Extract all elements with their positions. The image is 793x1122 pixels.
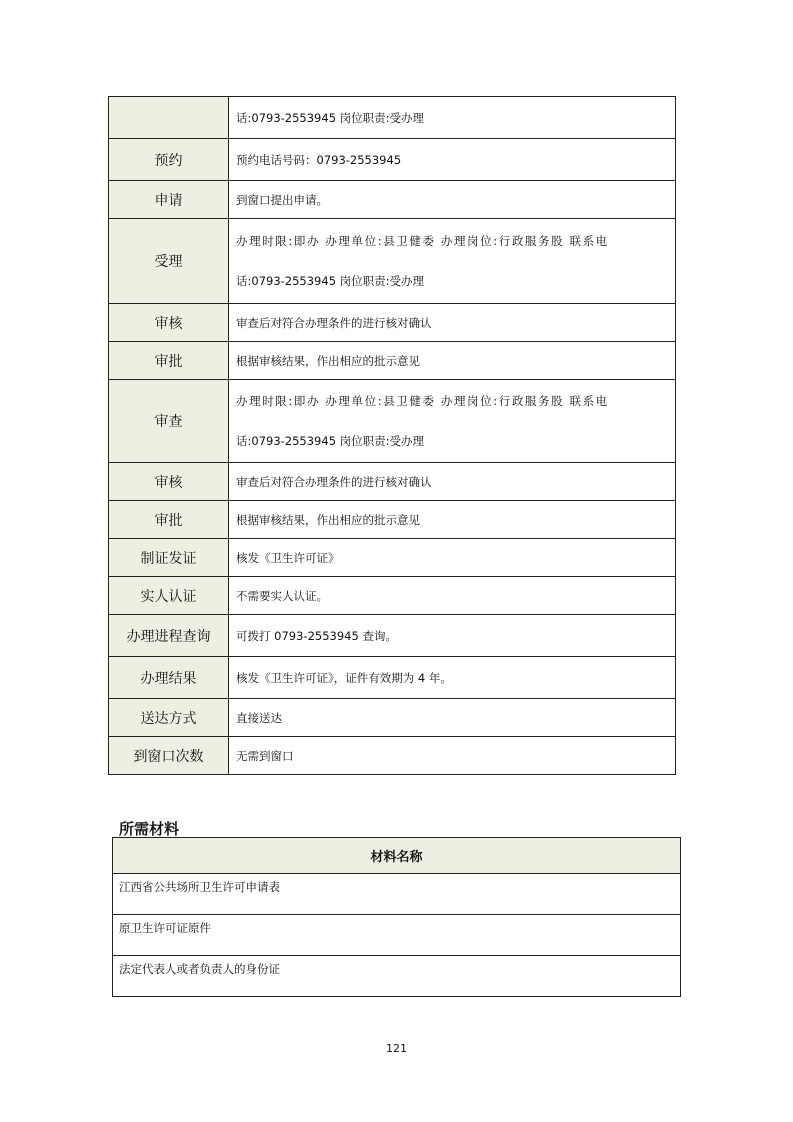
process-table — [108, 96, 676, 775]
row-content: 根据审核结果，作出相应的批示意见 — [229, 342, 676, 380]
row-label — [109, 97, 229, 139]
page-number: 121 — [386, 1042, 407, 1055]
row-content: 到窗口提出申请。 — [229, 181, 676, 219]
row-content — [229, 380, 676, 463]
row-label: 制证发证 — [109, 539, 229, 577]
row-label: 审批 — [109, 342, 229, 380]
table-row — [109, 380, 676, 463]
row-label: 审核 — [109, 304, 229, 342]
row-label: 办理结果 — [109, 657, 229, 699]
table-row — [109, 539, 676, 577]
table-row — [109, 219, 676, 304]
row-label: 审核 — [109, 463, 229, 501]
row-content — [229, 97, 676, 139]
row-content: 预约电话号码：0793-2553945 — [229, 139, 676, 181]
content-line: 话:0793-2553945 岗位职责:受办理 — [236, 274, 425, 288]
row-content: 直接送达 — [229, 699, 676, 737]
row-label: 审批 — [109, 501, 229, 539]
row-label: 预约 — [109, 139, 229, 181]
row-label: 实人认证 — [109, 577, 229, 615]
table-row — [109, 342, 676, 380]
materials-heading: 所需材料 — [119, 820, 180, 838]
content-line: 话:0793-2553945 岗位职责:受办理 — [236, 110, 425, 125]
row-content: 根据审核结果，作出相应的批示意见 — [229, 501, 676, 539]
row-content: 审查后对符合办理条件的进行核对确认 — [229, 304, 676, 342]
row-content: 核发《卫生许可证》，证件有效期为 4 年。 — [229, 657, 676, 699]
row-content: 不需要实人认证。 — [229, 577, 676, 615]
material-item: 江西省公共场所卫生许可申请表 — [113, 874, 681, 915]
row-label: 申请 — [109, 181, 229, 219]
table-row — [109, 737, 676, 775]
content-line: 话:0793-2553945 岗位职责:受办理 — [236, 434, 425, 448]
table-row — [109, 615, 676, 657]
table-row — [109, 304, 676, 342]
row-content: 可拨打 0793-2553945 查询。 — [229, 615, 676, 657]
row-content — [229, 219, 676, 304]
table-row — [109, 181, 676, 219]
content-line: 办理时限:即办 办理单位:县卫健委 办理岗位:行政服务股 联系电 — [236, 394, 609, 408]
materials-table — [112, 837, 681, 997]
table-row — [109, 577, 676, 615]
row-label: 办理进程查询 — [109, 615, 229, 657]
table-row — [109, 699, 676, 737]
table-row — [113, 874, 681, 915]
row-content: 核发《卫生许可证》 — [229, 539, 676, 577]
table-row — [109, 97, 676, 139]
row-content: 审查后对符合办理条件的进行核对确认 — [229, 463, 676, 501]
row-label: 受理 — [109, 219, 229, 304]
material-item: 原卫生许可证原件 — [113, 915, 681, 956]
table-header-row — [113, 838, 681, 874]
row-content: 无需到窗口 — [229, 737, 676, 775]
table-row — [109, 139, 676, 181]
column-header: 材料名称 — [113, 838, 681, 874]
content-line: 办理时限:即办 办理单位:县卫健委 办理岗位:行政服务股 联系电 — [236, 234, 609, 248]
material-item: 法定代表人或者负责人的身份证 — [113, 956, 681, 997]
row-label: 审查 — [109, 380, 229, 463]
row-label: 到窗口次数 — [109, 737, 229, 775]
table-row — [113, 956, 681, 997]
row-label: 送达方式 — [109, 699, 229, 737]
table-row — [109, 657, 676, 699]
table-row — [113, 915, 681, 956]
table-row — [109, 501, 676, 539]
table-row — [109, 463, 676, 501]
